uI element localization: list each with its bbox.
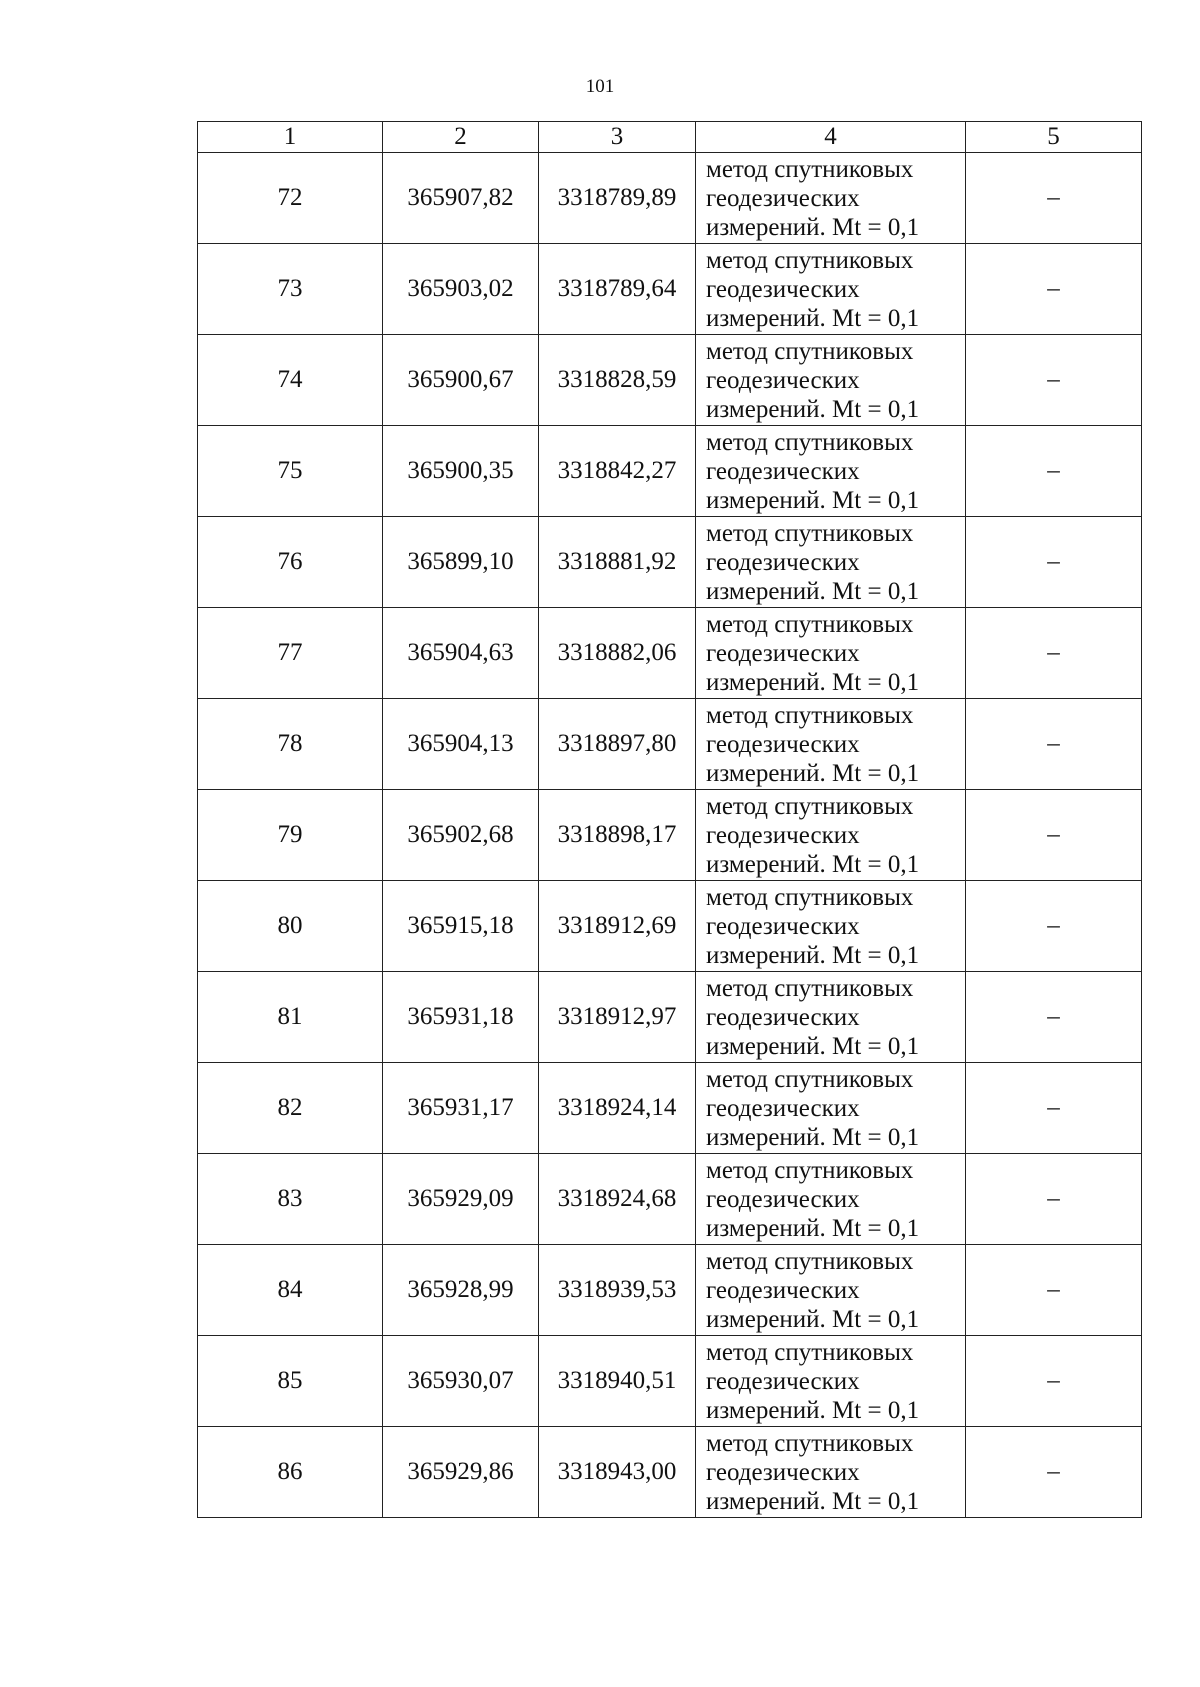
table-row — [198, 972, 1142, 1063]
method-line: геодезических — [706, 275, 860, 303]
method-line: метод спутниковых — [706, 1338, 914, 1366]
note-cell: – — [966, 790, 1142, 881]
method-line: метод спутниковых — [706, 519, 914, 547]
method-cell — [696, 972, 966, 1063]
method-line: метод спутниковых — [706, 1247, 914, 1275]
method-line: метод спутниковых — [706, 1065, 914, 1093]
method-line: измерений. Mt = 0,1 — [706, 759, 920, 787]
method-cell — [696, 1154, 966, 1245]
method-line: метод спутниковых — [706, 1429, 914, 1457]
method-line: метод спутниковых — [706, 701, 914, 729]
y-coordinate-cell: 3318828,59 — [539, 335, 696, 426]
coordinates-table — [197, 121, 1142, 1518]
method-line: измерений. Mt = 0,1 — [706, 850, 920, 878]
method-line: метод спутниковых — [706, 246, 914, 274]
y-coordinate-cell: 3318940,51 — [539, 1336, 696, 1427]
point-number-cell: 84 — [198, 1245, 383, 1336]
y-coordinate-cell: 3318898,17 — [539, 790, 696, 881]
method-line: геодезических — [706, 1458, 860, 1486]
table-row — [198, 1427, 1142, 1518]
method-line: измерений. Mt = 0,1 — [706, 395, 920, 423]
note-cell: – — [966, 517, 1142, 608]
method-line: геодезических — [706, 639, 860, 667]
point-number-cell: 78 — [198, 699, 383, 790]
method-cell — [696, 153, 966, 244]
x-coordinate-cell: 365930,07 — [383, 1336, 539, 1427]
x-coordinate-cell: 365928,99 — [383, 1245, 539, 1336]
point-number-cell: 82 — [198, 1063, 383, 1154]
column-header-2: 2 — [383, 122, 539, 153]
note-cell: – — [966, 608, 1142, 699]
method-line: геодезических — [706, 1276, 860, 1304]
column-header-5: 5 — [966, 122, 1142, 153]
method-cell — [696, 244, 966, 335]
point-number-cell: 85 — [198, 1336, 383, 1427]
table-row — [198, 699, 1142, 790]
table-row — [198, 244, 1142, 335]
method-cell — [696, 1245, 966, 1336]
point-number-cell: 79 — [198, 790, 383, 881]
x-coordinate-cell: 365900,35 — [383, 426, 539, 517]
method-line: измерений. Mt = 0,1 — [706, 577, 920, 605]
method-line: измерений. Mt = 0,1 — [706, 1487, 920, 1515]
method-line: измерений. Mt = 0,1 — [706, 1214, 920, 1242]
method-line: геодезических — [706, 457, 860, 485]
point-number-cell: 76 — [198, 517, 383, 608]
x-coordinate-cell: 365904,63 — [383, 608, 539, 699]
method-line: геодезических — [706, 1367, 860, 1395]
column-header-4: 4 — [696, 122, 966, 153]
method-line: измерений. Mt = 0,1 — [706, 668, 920, 696]
method-cell — [696, 517, 966, 608]
y-coordinate-cell: 3318789,64 — [539, 244, 696, 335]
method-cell — [696, 1427, 966, 1518]
table-row — [198, 517, 1142, 608]
table-row — [198, 790, 1142, 881]
point-number-cell: 73 — [198, 244, 383, 335]
method-line: метод спутниковых — [706, 610, 914, 638]
method-cell — [696, 881, 966, 972]
method-line: измерений. Mt = 0,1 — [706, 213, 920, 241]
x-coordinate-cell: 365931,17 — [383, 1063, 539, 1154]
method-line: геодезических — [706, 366, 860, 394]
method-line: метод спутниковых — [706, 883, 914, 911]
x-coordinate-cell: 365904,13 — [383, 699, 539, 790]
note-cell: – — [966, 153, 1142, 244]
point-number-cell: 77 — [198, 608, 383, 699]
y-coordinate-cell: 3318882,06 — [539, 608, 696, 699]
point-number-cell: 74 — [198, 335, 383, 426]
y-coordinate-cell: 3318881,92 — [539, 517, 696, 608]
point-number-cell: 81 — [198, 972, 383, 1063]
x-coordinate-cell: 365929,09 — [383, 1154, 539, 1245]
method-line: геодезических — [706, 184, 860, 212]
method-line: геодезических — [706, 1003, 860, 1031]
table-row — [198, 1154, 1142, 1245]
method-cell — [696, 699, 966, 790]
method-line: измерений. Mt = 0,1 — [706, 1123, 920, 1151]
x-coordinate-cell: 365899,10 — [383, 517, 539, 608]
y-coordinate-cell: 3318897,80 — [539, 699, 696, 790]
method-line: измерений. Mt = 0,1 — [706, 1396, 920, 1424]
method-line: метод спутниковых — [706, 1156, 914, 1184]
method-line: измерений. Mt = 0,1 — [706, 1032, 920, 1060]
method-line: геодезических — [706, 1094, 860, 1122]
method-line: метод спутниковых — [706, 155, 914, 183]
table-row — [198, 1245, 1142, 1336]
x-coordinate-cell: 365931,18 — [383, 972, 539, 1063]
x-coordinate-cell: 365907,82 — [383, 153, 539, 244]
method-line: измерений. Mt = 0,1 — [706, 1305, 920, 1333]
y-coordinate-cell: 3318789,89 — [539, 153, 696, 244]
method-line: метод спутниковых — [706, 337, 914, 365]
x-coordinate-cell: 365929,86 — [383, 1427, 539, 1518]
note-cell: – — [966, 1063, 1142, 1154]
x-coordinate-cell: 365903,02 — [383, 244, 539, 335]
method-cell — [696, 790, 966, 881]
note-cell: – — [966, 881, 1142, 972]
method-line: геодезических — [706, 912, 860, 940]
method-line: геодезических — [706, 821, 860, 849]
table-row — [198, 881, 1142, 972]
note-cell: – — [966, 972, 1142, 1063]
y-coordinate-cell: 3318939,53 — [539, 1245, 696, 1336]
column-header-3: 3 — [539, 122, 696, 153]
point-number-cell: 80 — [198, 881, 383, 972]
point-number-cell: 72 — [198, 153, 383, 244]
table-body — [198, 153, 1142, 1518]
method-line: измерений. Mt = 0,1 — [706, 941, 920, 969]
method-cell — [696, 335, 966, 426]
note-cell: – — [966, 1427, 1142, 1518]
method-line: геодезических — [706, 548, 860, 576]
method-line: метод спутниковых — [706, 428, 914, 456]
method-line: метод спутниковых — [706, 974, 914, 1002]
note-cell: – — [966, 244, 1142, 335]
point-number-cell: 83 — [198, 1154, 383, 1245]
note-cell: – — [966, 1154, 1142, 1245]
method-line: измерений. Mt = 0,1 — [706, 304, 920, 332]
method-line: геодезических — [706, 730, 860, 758]
y-coordinate-cell: 3318912,97 — [539, 972, 696, 1063]
table-header — [198, 122, 1142, 153]
method-cell — [696, 426, 966, 517]
table-row — [198, 426, 1142, 517]
table-row — [198, 335, 1142, 426]
method-line: метод спутниковых — [706, 792, 914, 820]
method-line: измерений. Mt = 0,1 — [706, 486, 920, 514]
table-row — [198, 153, 1142, 244]
header-row — [198, 122, 1142, 153]
note-cell: – — [966, 426, 1142, 517]
y-coordinate-cell: 3318943,00 — [539, 1427, 696, 1518]
note-cell: – — [966, 1245, 1142, 1336]
table-row — [198, 608, 1142, 699]
x-coordinate-cell: 365902,68 — [383, 790, 539, 881]
table-row — [198, 1336, 1142, 1427]
y-coordinate-cell: 3318924,14 — [539, 1063, 696, 1154]
y-coordinate-cell: 3318924,68 — [539, 1154, 696, 1245]
table-row — [198, 1063, 1142, 1154]
method-line: геодезических — [706, 1185, 860, 1213]
x-coordinate-cell: 365915,18 — [383, 881, 539, 972]
y-coordinate-cell: 3318912,69 — [539, 881, 696, 972]
y-coordinate-cell: 3318842,27 — [539, 426, 696, 517]
method-cell — [696, 608, 966, 699]
point-number-cell: 75 — [198, 426, 383, 517]
x-coordinate-cell: 365900,67 — [383, 335, 539, 426]
page-number: 101 — [585, 76, 615, 97]
note-cell: – — [966, 335, 1142, 426]
note-cell: – — [966, 1336, 1142, 1427]
method-cell — [696, 1336, 966, 1427]
column-header-1: 1 — [198, 122, 383, 153]
point-number-cell: 86 — [198, 1427, 383, 1518]
method-cell — [696, 1063, 966, 1154]
note-cell: – — [966, 699, 1142, 790]
